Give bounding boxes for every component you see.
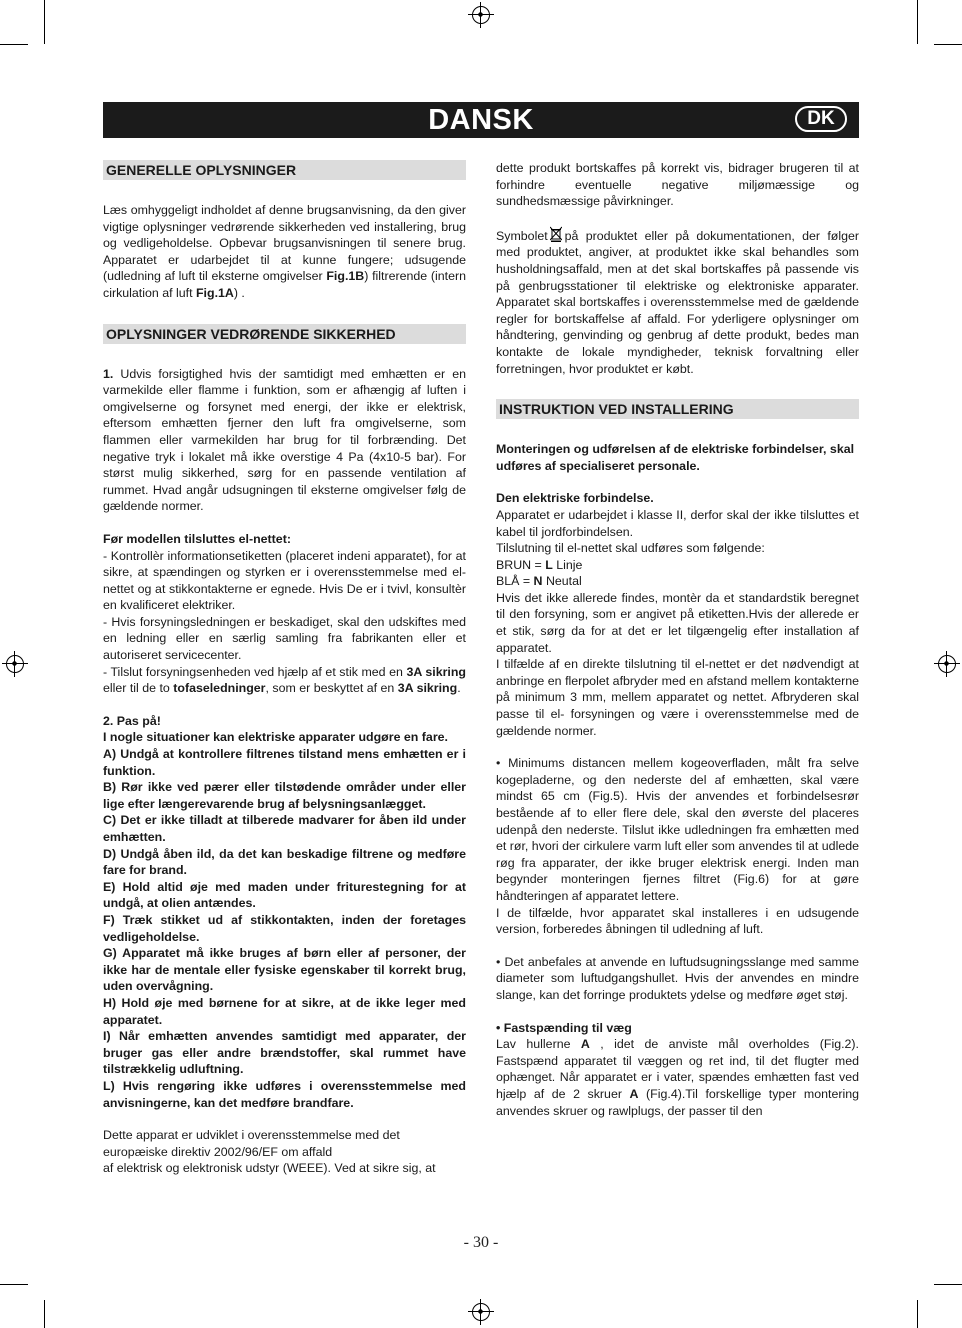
left-column [103, 160, 466, 1177]
text: Symbolet [496, 228, 548, 243]
text: på produktet eller på dokumentationen, der følger med produktet, angiver, at produktet ikke skal behandles som husholdningsaffald, men at det skal bortskaffes på passende vis på genbrugsstationer til elektriske og elektroniske apparater. Apparatet skal bortskaffes i overensstemmelse med de gældende regler for bortskaffelse af affald. For yderligere oplysninger om håndtering, genvinding og genbrug af dette produkt, bedes man kontakte de lokale myndigheder, teknisk forvaltning eller forretningen, hvor produktet er købt. [496, 228, 859, 376]
electrical-paragraph: Tilslutning til el-nettet skal udføres som følgende: [496, 541, 765, 556]
page-number: - 30 - [463, 1234, 499, 1251]
installation-intro [496, 441, 859, 474]
text: ) filtrerende (intern cirkulation af luft [103, 269, 466, 300]
text: Lav hullerne [496, 1037, 581, 1052]
text: I nogle situationer kan elektriske apparater udgøre en fare. [103, 730, 448, 745]
text: . [457, 681, 461, 696]
text: I) Når emhætten anvendes samtidigt med apparater, der bruger gas eller andre brændstoffer, skal rummet have tilstrækkelig udluftning. [103, 1029, 466, 1077]
text: Læs omhyggeligt indholdet af denne brugsanvisning, da den giver vigtige oplysninger vedrørende sikkerheden ved installering, brug og vedligeholdelse. Opbevar brugsanvisningen til senere brug. Apparatet er udarbejdet til at kunne fungere; udsugende (udledning af luft til eksterne omgivelser [103, 203, 466, 284]
crop-mark [934, 1284, 962, 1285]
text: , som er beskyttet af en [265, 681, 398, 696]
text: ) . [233, 285, 245, 300]
before-connection-item [103, 664, 466, 697]
crop-mark [934, 44, 962, 45]
text: 3A sikring [397, 681, 458, 696]
weee-paragraph: af elektrisk og elektronisk udstyr (WEEE). Ved at sikre sig, at [103, 1161, 436, 1176]
text: BLÅ = [496, 574, 534, 589]
wall-mount-heading [496, 1020, 859, 1037]
text: D) Undgå åben ild, da det kan beskadige filtrene og medføre fare for brand. [103, 846, 466, 878]
text: A [629, 1086, 639, 1101]
text: B) Rør ikke ved pærer eller tilstødende områder under eller lige efter længerevarende brug af belysningsanlægget. [103, 780, 466, 811]
electrical-paragraph: Hvis det ikke allerede findes, montèr da et standardstik beregnet til den forsyning, som er angivet på etiketten.Hvis der allerede er et stik, sørg da for at det er let tilgængelig efter installation af apparatet. [496, 590, 859, 655]
weee-paragraph: Dette apparat er udviklet i overensstemmelse med det europæiske direktiv 2002/96/EF om affald [103, 1128, 400, 1159]
warning-item [103, 746, 466, 779]
warning-item [103, 846, 466, 879]
warning-item [103, 779, 466, 812]
language-banner [103, 102, 859, 138]
text: Udvis forsigtighed hvis der samtidigt med emhætten er en varmekilde eller flamme i funktion, som er afhængig af luften i omgivelserne og forsynet med energi, der ikke er elektrisk, eftersom emhætten fjerner den luft fra omgivelserne, som flammen eller varmekilden har brug for til forbrænding. Det negative tryk i lokalet må ikke overstige 4 Pa (4x10-5 bar). For størst mulig sikkerhed, sørg for en passende ventilation af rummet. Hvad angår udsugningen til eksterne omgivelser følg de gældende normer. [103, 366, 466, 514]
text: Neutal [542, 574, 582, 589]
warning-item [103, 729, 466, 746]
text: eller til de to [103, 681, 174, 696]
text: (Fig.4).Til forskellige typer montering anvendes skruer og rawlplugs, der passer til den [496, 1086, 859, 1118]
page-title: DANSK [428, 104, 534, 136]
warning-item [103, 945, 466, 995]
electrical-paragraph: I tilfælde af en direkte tilslutning til el-nettet er det nødvendigt at anbringe en flerpolet afbryder med en afstand mellem kontakterne på minimum 3 mm, mellem apparatet og nettet. Afbryderen skal passe til el- forsyningen og være i overensstemmelse med de gældende normer. [496, 657, 859, 738]
text: - Tilslut forsyningsenheden ved hjælp af et stik med en [103, 664, 407, 679]
text: L) Hvis rengøring ikke udføres i overensstemmelse med anvisningerne, kan det medføre brandfare. [103, 1078, 466, 1110]
text: Før modellen tilsluttes el-nettet: [103, 531, 291, 546]
before-connection-item: - Hvis forsyningsledningen er beskadiget, skal den udskiftes med en ledning eller en særlig samling fra fabrikanten eller et autoriseret servicecenter. [103, 614, 466, 663]
warning-item [103, 1078, 466, 1111]
section-heading-installation: INSTRUKTION VED INSTALLERING [496, 399, 859, 419]
registration-mark-icon [472, 6, 490, 24]
text: A [580, 1037, 590, 1052]
text: G) Apparatet må ikke bruges af børn eller af personer, der ikke har de mentale eller fysiske egenskaber til korrekt brug, uden overvågning. [103, 946, 466, 994]
crop-mark [44, 1300, 45, 1328]
electrical-heading [496, 490, 859, 507]
fig-ref: Fig.1A [195, 285, 234, 300]
right-column [496, 160, 859, 1119]
wire-brown [496, 557, 859, 574]
text: tofaseledninger [173, 681, 266, 696]
section-heading-safety: OPLYSNINGER VEDRØRENDE SIKKERHED [103, 324, 466, 344]
text: Monteringen og udførelsen af de elektriske forbindelser, skal udføres af specialiseret personale. [496, 442, 855, 473]
text: , idet de anviste mål overholdes (Fig.2). Fastspænd apparatet til væggen og ret ind, til det flugter med ophænget. Når apparatet er i vater, spændes emhætten fast ved hjælp af de 2 skruer [496, 1037, 859, 1101]
text: A) Undgå at kontrollere filtrenes tilstand mens emhætten er i funktion. [103, 747, 466, 778]
general-paragraph [103, 202, 466, 302]
text: Linje [552, 557, 583, 572]
text: E) Hold altid øje med maden under friturestegning for at undgå, at olien antændes. [103, 879, 466, 911]
electrical-paragraph: Apparatet er udarbejdet i klasse II, derfor skal der ikke tilsluttes et kabel til jordforbindelsen. [496, 507, 859, 539]
safety-point-1 [103, 366, 466, 515]
weee-symbol-paragraph [496, 226, 859, 377]
crossed-bin-icon [550, 226, 562, 242]
registration-mark-icon [938, 655, 956, 673]
exhaust-paragraph: I de tilfælde, hvor apparatet skal installeres i en udsugende version, forberedes åbningen til udledning af luft. [496, 905, 859, 937]
warning-item [103, 912, 466, 945]
weee-continued: dette produkt bortskaffes på korrekt vis, bidrager brugeren til at forhindre eventuelle negative miljømæssige og sundhedsmæssige påvirkninger. [496, 161, 859, 209]
warning-item [103, 1028, 466, 1078]
crop-mark [917, 1300, 918, 1328]
fig-ref: Fig.1B [326, 269, 365, 284]
warning-heading [103, 713, 466, 730]
before-connection-title [103, 531, 466, 548]
text: L [545, 557, 553, 572]
language-badge: DK [795, 106, 847, 132]
crop-mark [917, 0, 918, 44]
wire-blue [496, 573, 859, 590]
text: H) Hold øje med børnene for at sikre, at de ikke leger med apparatet. [103, 995, 466, 1027]
text: BRUN = [496, 557, 546, 572]
warning-item [103, 812, 466, 845]
text: 2. Pas på! [103, 713, 161, 728]
crop-mark [0, 44, 28, 45]
section-heading-general: GENERELLE OPLYSNINGER [103, 160, 466, 180]
registration-mark-icon [6, 655, 24, 673]
text: N [533, 574, 543, 589]
text: F) Træk stikket ud af stikkontakten, inden der foretages vedligeholdelse. [103, 912, 466, 944]
crop-mark [0, 1284, 28, 1285]
text: Den elektriske forbindelse. [496, 491, 654, 506]
text: 3A sikring [406, 664, 466, 679]
registration-mark-icon [472, 1303, 490, 1321]
text: • Fastspænding til væg [496, 1020, 632, 1035]
number: 1. [103, 366, 114, 381]
distance-paragraph: • Minimums distancen mellem kogeoverfladen, målt fra selve kogepladerne, og den nederste del af emhætten, skal være mindst 65 cm (Fig.5). Hvis der anvendes et forbindelsesrør bestående af to eller flere dele, skal den øverste del placeres udenpå den nederste. Tilslut ikke udledningen fra emhætten med et rør, hvori der cirkulere varm luft eller som anvendes til at udlede røg fra apparater, der ikke bruger elektrisk energi. Inden man begynder monteringen fjernes filtret (Fig.6) for at gøre håndteringen af apparatet lettere. [496, 756, 859, 903]
warning-item [103, 879, 466, 912]
before-connection-item: - Kontrollèr informationsetiketten (placeret indeni apparatet), for at sikre, at spændingen og styrken er i overensstemmelse med el-nettet og at stikkontakterne er egnede. Hvis De er i tvivl, konsultèr en kvalificeret elektriker. [103, 548, 466, 613]
text: C) Det er ikke tilladt at tilberede madvarer for åben ild under emhætten. [103, 813, 466, 844]
hose-paragraph: • Det anbefales at anvende en luftudsugningsslange med samme diameter som luftudgangshullet. Hvis der anvendes en mindre slange, kan det forringe produktets ydelse og medføre øget støj. [496, 954, 859, 1002]
crop-mark [44, 0, 45, 44]
warning-item [103, 995, 466, 1028]
wall-mount-paragraph [496, 1036, 859, 1119]
